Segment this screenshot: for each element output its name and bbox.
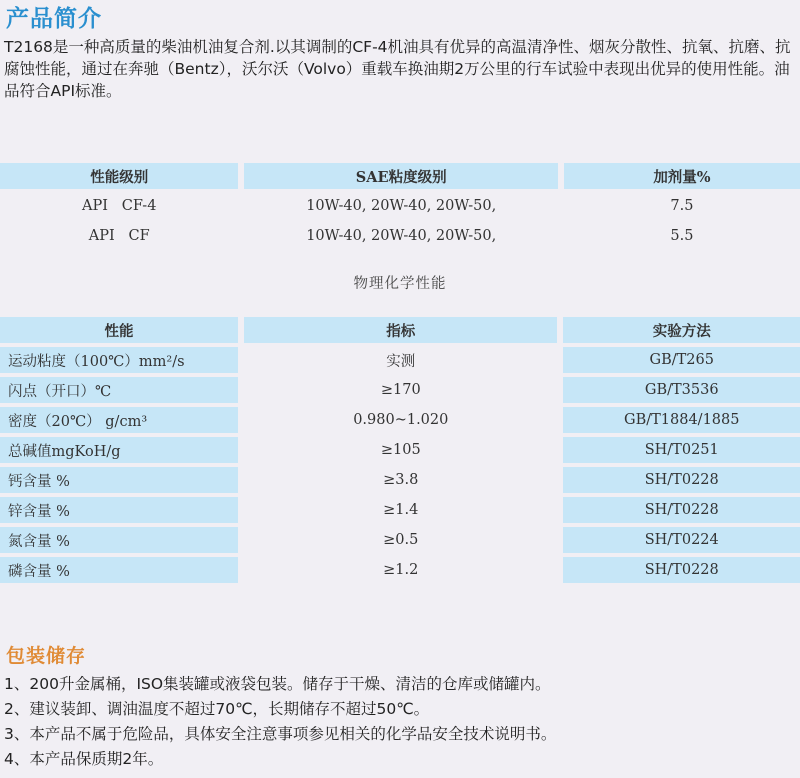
spec-cell: 5.5 bbox=[670, 228, 694, 244]
physchem-cell: ≥3.8 bbox=[383, 472, 419, 488]
physchem-cell: SH/T0228 bbox=[563, 557, 800, 583]
physchem-cell: GB/T1884/1885 bbox=[563, 407, 800, 433]
spec-header-grade: 性能级别 bbox=[0, 163, 238, 189]
physchem-cell: 实测 bbox=[386, 353, 416, 370]
physchem-cell: 钙含量 % bbox=[0, 467, 238, 493]
physchem-cell: 密度（20℃） g/cm³ bbox=[0, 407, 238, 433]
spec-table bbox=[0, 159, 800, 253]
list-item: 4、本产品保质期2年。 bbox=[4, 750, 164, 768]
spec-cell: 10W-40, 20W-40, 20W-50, bbox=[306, 198, 497, 214]
table-row bbox=[0, 437, 800, 463]
physchem-table bbox=[0, 313, 800, 587]
physchem-header-index: 指标 bbox=[244, 317, 557, 343]
table-row bbox=[0, 407, 800, 433]
table-row bbox=[0, 497, 800, 523]
table-row bbox=[0, 223, 800, 249]
physchem-cell: 锌含量 % bbox=[0, 497, 238, 523]
list-item: 3、本产品不属于危险品，具体安全注意事项参见相关的化学品安全技术说明书。 bbox=[4, 725, 557, 743]
spec-table-header bbox=[0, 163, 800, 189]
spec-cell: 10W-40, 20W-40, 20W-50, bbox=[306, 228, 497, 244]
spec-header-sae: SAE粘度级别 bbox=[244, 163, 557, 189]
physchem-section-title: 物理化学性能 bbox=[353, 276, 447, 292]
physchem-cell: SH/T0251 bbox=[563, 437, 800, 463]
physchem-cell: 闪点（开口）℃ bbox=[0, 377, 238, 403]
table-row bbox=[0, 467, 800, 493]
table-row bbox=[0, 527, 800, 553]
list-item: 2、建议装卸、调油温度不超过70℃，长期储存不超过50℃。 bbox=[4, 700, 430, 718]
table-row bbox=[0, 557, 800, 583]
list-item: 1、200升金属桶，ISO集装罐或液袋包装。储存于干燥、清洁的仓库或储罐内。 bbox=[4, 675, 551, 693]
physchem-cell: ≥0.5 bbox=[383, 532, 419, 548]
physchem-cell: 总碱值mgKoH/g bbox=[0, 437, 238, 463]
physchem-cell: 0.980~1.020 bbox=[353, 412, 449, 428]
physchem-header-method: 实验方法 bbox=[563, 317, 800, 343]
spec-cell: API CF bbox=[88, 228, 150, 244]
physchem-cell: GB/T3536 bbox=[563, 377, 800, 403]
physchem-cell: ≥1.4 bbox=[383, 502, 419, 518]
spec-header-dosage: 加剂量% bbox=[564, 163, 800, 189]
spec-cell: 7.5 bbox=[670, 198, 694, 214]
physchem-cell: 氮含量 % bbox=[0, 527, 238, 553]
physchem-cell: SH/T0224 bbox=[563, 527, 800, 553]
spec-cell: API CF-4 bbox=[82, 198, 157, 214]
physchem-table-header bbox=[0, 317, 800, 343]
physchem-header-property: 性能 bbox=[0, 317, 238, 343]
table-row bbox=[0, 377, 800, 403]
physchem-cell: 磷含量 % bbox=[0, 557, 238, 583]
packaging-title: 包装储存 bbox=[6, 645, 87, 667]
physchem-cell: ≥170 bbox=[380, 382, 421, 398]
physchem-cell: SH/T0228 bbox=[563, 497, 800, 523]
table-row bbox=[0, 193, 800, 219]
product-intro-text: T2168是一种高质量的柴油机油复合剂.以其调制的CF-4机油具有优异的高温清净性、烟灰分散性、抗氧、抗磨、抗腐蚀性能，通过在奔驰（Bentz），沃尔沃（Volvo）重载车换油期2万公里的行车试验中表现出优异的使用性能。油品符合API标准。 bbox=[4, 38, 791, 100]
physchem-cell: ≥1.2 bbox=[383, 562, 419, 578]
packaging-list bbox=[4, 672, 556, 772]
product-intro-title: 产品简介 bbox=[6, 6, 102, 32]
physchem-cell: 运动粘度（100℃）mm²/s bbox=[0, 347, 238, 373]
table-row bbox=[0, 347, 800, 373]
physchem-cell: SH/T0228 bbox=[563, 467, 800, 493]
physchem-cell: ≥105 bbox=[380, 442, 421, 458]
physchem-cell: GB/T265 bbox=[563, 347, 800, 373]
